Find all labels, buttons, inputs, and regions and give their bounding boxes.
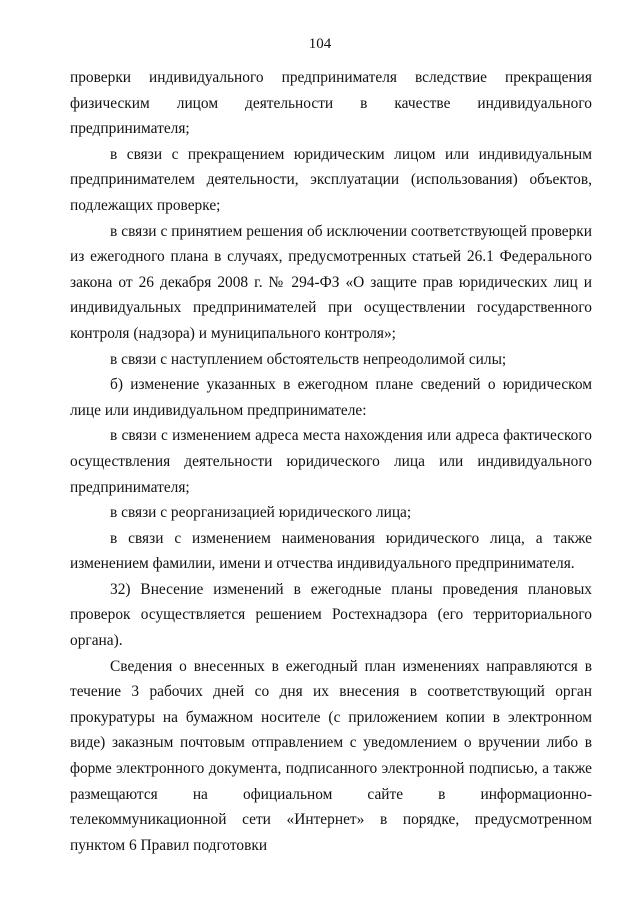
paragraph-8: в связи с изменением наименования юридического лица, а также изменением фамилии, имени и отчества индивидуального предпринимателя. — [70, 529, 592, 573]
paragraph-9: 32) Внесение изменений в ежегодные планы проведения плановых проверок осуществляется решением Ростехнадзора (его территориального органа). — [70, 580, 592, 650]
paragraph-6: в связи с изменением адреса места нахождения или адреса фактического осуществления деятельности юридического лица или индивидуального предпринимателя; — [70, 427, 592, 496]
paragraph-5: б) изменение указанных в ежегодном плане сведений о юридическом лице или индивидуальном предпринимателе: — [70, 376, 592, 419]
paragraph-2: в связи с прекращением юридическим лицом или индивидуальным предпринимателем деятельности, эксплуатации (использования) объектов, подлежащих проверке; — [70, 145, 592, 214]
paragraph-10: Сведения о внесенных в ежегодный план изменениях направляются в течение 3 рабочих дней со дня их внесения в соответствующий орган прокуратуры на бумажном носителе (с приложением копии в электронном виде) заказным почтовым отправлением с уведомлением о вручении либо в форме электронного документа, подписанного электронной подписью, а также размещаются на официальном сайте в информационно-телекоммуникационной сети «Интернет» в порядке, предусмотренном пунктом 6 Правил подготовки — [70, 657, 592, 854]
paragraph-4: в связи с наступлением обстоятельств непреодолимой силы; — [110, 350, 507, 368]
paragraph-1: проверки индивидуального предпринимателя вследствие прекращения физическим лицом деятельности в качестве индивидуального предпринимателя; — [70, 69, 592, 138]
paragraph-3: в связи с принятием решения об исключении соответствующей проверки из ежегодного плана в случаях, предусмотренных статьей 26.1 Федерального закона от 26 декабря 2008 г. № 294-ФЗ «О защите прав юридических лиц и индивидуальных предпринимателей при осуществлении государственного контроля (надзора) и муниципального контроля»; — [70, 222, 592, 342]
document-body — [70, 65, 592, 858]
paragraph-7: в связи с реорганизацией юридического лица; — [110, 504, 412, 522]
page-number: 104 — [308, 36, 332, 52]
